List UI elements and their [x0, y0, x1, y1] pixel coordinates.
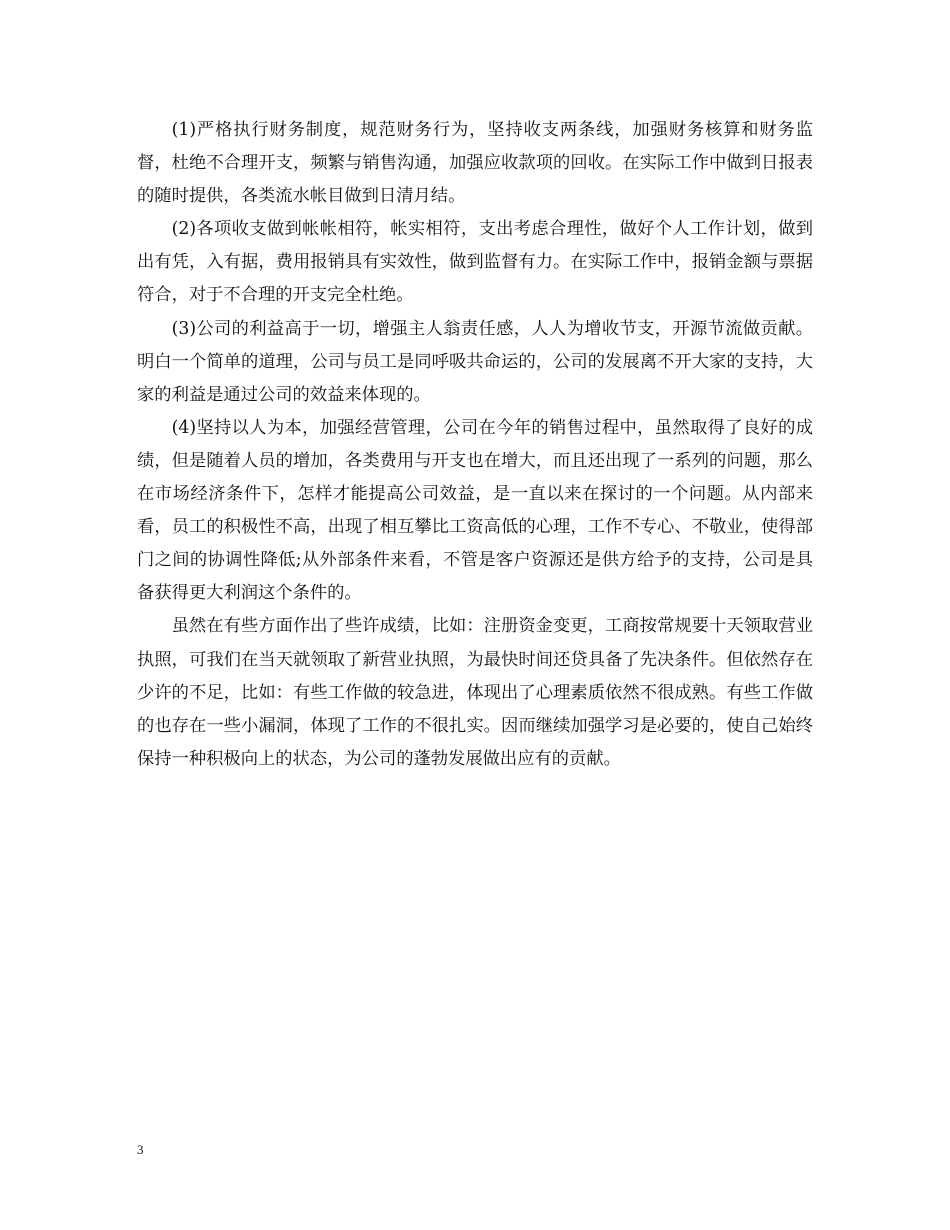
- paragraph-2: (2)各项收支做到帐帐相符，帐实相符，支出考虑合理性，做好个人工作计划，做到出有凭，入有据，费用报销具有实效性，做到监督有力。在实际工作中，报销金额与票据符合，对于不合理的开支完全杜绝。: [137, 219, 813, 306]
- page-number: 3: [137, 1142, 144, 1157]
- paragraph-5: 虽然在有些方面作出了些许成绩，比如：注册资金变更，工商按常规要十天领取营业执照，可我们在当天就领取了新营业执照，为最快时间还贷具备了先决条件。但依然存在少许的不足，比如：有些工作做的较急进，体现出了心理素质依然不很成熟。有些工作做的也存在一些小漏洞，体现了工作的不很扎实。因而继续加强学习是必要的，使自己始终保持一种积极向上的状态，为公司的蓬勃发展做出应有的贡献。: [137, 616, 813, 769]
- paragraph-1: (1)严格执行财务制度，规范财务行为，坚持收支两条线，加强财务核算和财务监督，杜绝不合理开支，频繁与销售沟通，加强应收款项的回收。在实际工作中做到日报表的随时提供，各类流水帐目做到日清月结。: [137, 120, 813, 207]
- document-body: [137, 114, 813, 776]
- paragraph-4: (4)坚持以人为本，加强经营管理，公司在今年的销售过程中，虽然取得了良好的成绩，但是随着人员的增加，各类费用与开支也在增大，而且还出现了一系列的问题，那么在市场经济条件下，怎样才能提高公司效益，是一直以来在探讨的一个问题。从内部来看，员工的积极性不高，出现了相互攀比工资高低的心理，工作不专心、不敬业，使得部门之间的协调性降低;从外部条件来看，不管是客户资源还是供方给予的支持，公司是具备获得更大利润这个条件的。: [137, 417, 813, 604]
- paragraph-3: (3)公司的利益高于一切，增强主人翁责任感，人人为增收节支，开源节流做贡献。明白一个简单的道理，公司与员工是同呼吸共命运的，公司的发展离不开大家的支持，大家的利益是通过公司的效益来体现的。: [137, 318, 813, 405]
